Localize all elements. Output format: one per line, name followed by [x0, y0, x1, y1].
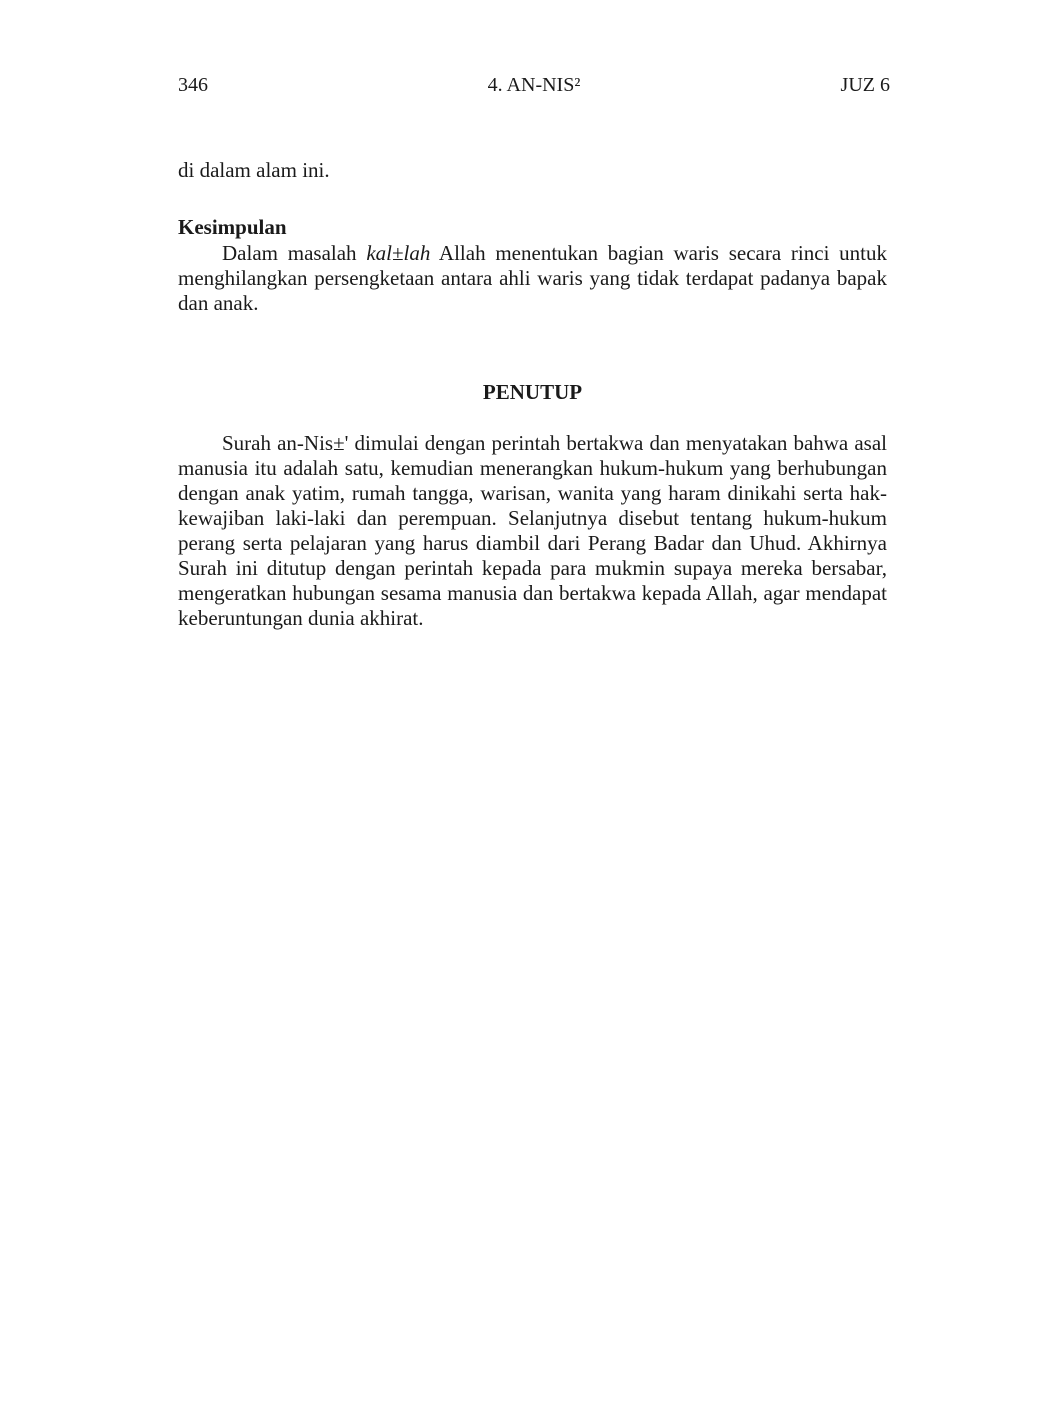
chapter-title: 4. AN-NIS²	[487, 74, 581, 96]
continuation-paragraph: di dalam alam ini.	[178, 158, 330, 182]
conclusion-heading: Kesimpulan	[178, 215, 287, 239]
page-number: 346	[178, 74, 208, 96]
conclusion-text-before: Dalam masalah	[222, 241, 367, 265]
closing-paragraph: Surah an-Nis±' dimulai dengan perintah bertakwa dan menyatakan bahwa asal manusia itu adalah satu, kemudian menerangkan hukum-hukum yang berhubungan dengan anak yatim, rumah tangga, warisan, wanita yang haram dinikahi serta hak-kewajiban laki-laki dan perempuan. Selanjutnya disebut tentang hukum-hukum perang serta pelajaran yang harus diambil dari Perang Badar dan Uhud. Akhirnya Surah ini ditutup dengan perintah kepada para mukmin supaya mereka bersabar, mengeratkan hubungan sesama manusia dan bertakwa kepada Allah, agar mendapat keberuntungan dunia akhirat.	[178, 431, 887, 630]
conclusion-text-after: Allah menentukan bagian waris secara rinci untuk menghilangkan persengketaan antara ahli waris yang tidak terdapat padanya bapak dan anak.	[178, 241, 888, 315]
running-header	[178, 72, 890, 98]
conclusion-paragraph	[178, 241, 887, 316]
juz-label: JUZ 6	[840, 74, 890, 96]
conclusion-term: kal±lah	[366, 241, 431, 265]
closing-heading: PENUTUP	[482, 380, 583, 404]
